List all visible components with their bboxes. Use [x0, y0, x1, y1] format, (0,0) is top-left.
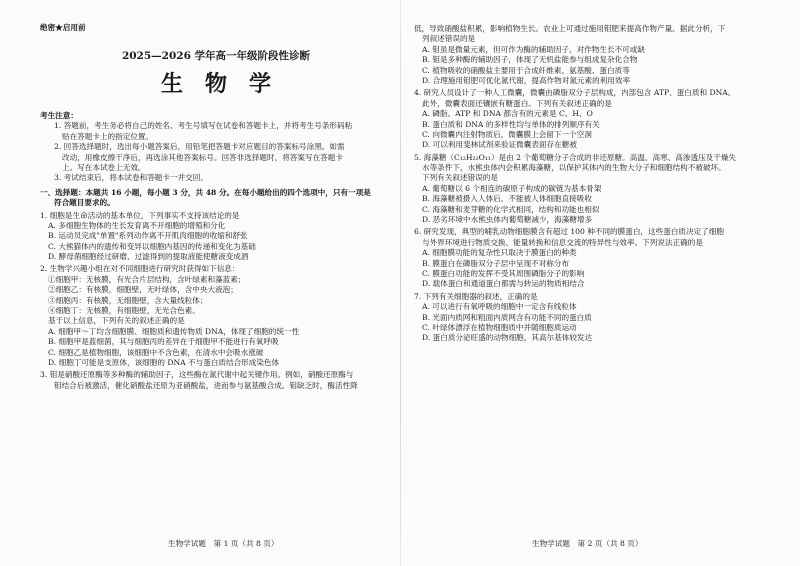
option-d: D. 细胞丁可能是支原体，该细胞的 DNA 不与蛋白质结合形成染色体	[48, 357, 280, 367]
question-stem: 1. 细胞是生命活动的基本单位，下列事实不支持该结论的是	[40, 210, 240, 220]
question-prompt: 基于以上信息，下列有关的叙述正确的是	[48, 316, 185, 326]
option-d: D. 恶劣环境中水熊虫体内葡萄糖减少，海藻糖增多	[422, 215, 593, 225]
question-5	[414, 153, 770, 226]
notice-line: 2. 回答选择题时，选出每小题答案后，用铅笔把答题卡对应题目的答案标号涂黑。如需	[54, 142, 345, 152]
question-stem: 5. 海藻糖（C₁₂H₂₂O₁₁）是由 2 个葡萄糖分子合成的非还原糖。高温、高寒、高渗透压及干燥失	[414, 152, 737, 162]
option-b: B. 光面内质网和粗面内质网含有功能不同的蛋白质	[422, 312, 592, 322]
page-2-footer: 生物学试题 第 2 页（共 8 页）	[532, 539, 643, 548]
option-a: A. 细胞甲～丁均含细胞膜、细胞质和遗传物质 DNA，体现了细胞的统一性	[48, 326, 300, 336]
question-stem: 与外界环境进行物质交换、能量转换和信息交流的特异性与效率。下列说法正确的是	[422, 237, 703, 247]
option-b: B. 膜蛋白在磷脂双分子层中呈现不对称分布	[422, 258, 570, 268]
exam-title: 2025—2026 学年高一年级阶段性诊断	[121, 50, 311, 62]
question-stem: 4. 研究人员设计了一种人工微囊，微囊由磷脂双分子层构成，内部包含 ATP、蛋白质和 DNA。	[414, 88, 736, 98]
option-c: C. 大熊猫体内的遗传和变异以细胞内基因的传递和变化为基础	[48, 241, 256, 251]
option-a: A. 葡萄糖以 6 个相连的碳原子构成的碳链为基本骨架	[422, 183, 602, 193]
question-7	[414, 292, 770, 344]
option-c: C. 膜蛋白功能的发挥不受其周围磷脂分子的影响	[422, 268, 585, 278]
option-d: D. 蛋白质分泌旺盛的动物细胞，其高尔基体较发达	[422, 333, 593, 343]
notice-line: 1. 答题前，考生务必将自己的姓名、考生号填写在试卷和答题卡上，并将考生号条形码粘	[54, 121, 353, 131]
option-b: B. 钼是多种酶的辅助因子，体现了无机盐能参与组成复杂化合物	[422, 55, 638, 65]
option-a: A. 磷脂、ATP 和 DNA 都含有的元素是 C、H、O	[422, 109, 593, 119]
option-d: D. 合理施用钼肥可优化氮代谢，提高作物对氮元素的利用效率	[422, 75, 631, 85]
question-stem: 2. 生物学兴趣小组在对不同细胞进行研究时获得如下信息：	[40, 264, 240, 274]
confidential-mark: 绝密★启用前	[40, 23, 86, 32]
info-item: ④细胞丁：无核膜，有细胞壁，无光合色素。	[48, 306, 200, 316]
option-b: B. 蛋白质和 DNA 的多样性均与单体的排列顺序有关	[422, 119, 600, 129]
option-a: A. 钼虽是微量元素，但可作为酶的辅助因子，对作物生长不可或缺	[422, 44, 645, 54]
question-stem: 水等条件下，水熊虫体内会积累海藻糖，以保护其体内的生物大分子和细胞结构不被破坏。	[422, 163, 726, 173]
question-3-continued	[414, 24, 770, 86]
option-a: A. 可以进行有氧呼吸的细胞中一定含有线粒体	[422, 302, 577, 312]
question-stem: 7. 下列有关细胞器的叙述，正确的是	[414, 291, 538, 301]
question-1	[40, 211, 392, 263]
notice-list	[40, 121, 392, 183]
section-heading: 一、选择题：本题共 16 小题，每小题 3 分，共 48 分。在每小题给出的四个选项中，只有一项是	[40, 187, 371, 197]
option-a: A. 多细胞生物体的生长发育离不开细胞的增殖和分化	[48, 220, 226, 230]
option-c: C. 细胞乙是植物细胞，该细胞中不含色素，在清水中会吸水涨破	[48, 347, 264, 357]
option-b: B. 海藻糖被摄入人体后，不能被人体细胞直接吸收	[422, 194, 592, 204]
page-1	[40, 24, 392, 391]
question-6	[414, 227, 770, 289]
page-2	[414, 24, 770, 344]
question-stem: 此外，微囊表面还镶嵌有糖蛋白。下列有关叙述正确的是	[422, 98, 612, 108]
section-heading: 符合题目要求的。	[54, 198, 115, 208]
option-c: C. 植物吸收的硝酸盐主要用于合成纤维素、氨基酸、蛋白质等	[422, 65, 630, 75]
option-a: A. 细胞膜功能的复杂性只取决于膜蛋白的种类	[422, 248, 577, 258]
option-c: C. 叶绿体漂浮在植物细胞质中并随细胞质运动	[422, 322, 577, 332]
question-stem: 列叙述错误的是	[422, 34, 476, 44]
question-stem: 6. 研究发现，典型的哺乳动物细胞膜含有超过 100 种不同的膜蛋白，这些蛋白质决定了细胞	[414, 227, 724, 237]
option-d: D. 载体蛋白和通道蛋白都需与转运的物质相结合	[422, 279, 585, 289]
question-3-start	[40, 370, 392, 391]
info-item: ②细胞乙：有核膜，细胞壁，无叶绿体，含中央大液泡；	[48, 285, 238, 295]
option-c: C. 向微囊内注射物质后，微囊膜上会留下一个空洞	[422, 129, 592, 139]
option-d: D. 酵母菌细胞经过研磨、过滤得到的提取液能使糖液变成酒	[48, 252, 249, 262]
question-4	[414, 88, 770, 150]
question-stem: 3. 钼是硝酸还原酶等多种酶的辅助因子，这些酶在氮代谢中起关键作用。例如，硝酸还原酶与	[40, 370, 354, 380]
info-item: ③细胞丙：有核膜，无细胞壁，含大量线粒体；	[48, 295, 208, 305]
question-2	[40, 264, 392, 368]
question-stem: 低，导致硝酸盐积累，影响植物生长。农业上可通过施用钼肥来提高作物产量。据此分析，下	[414, 24, 726, 33]
info-item: ①细胞甲：无核膜，有光合片层结构，含叶绿素和藻蓝素；	[48, 274, 246, 284]
question-stem: 下列有关叙述错误的是	[422, 173, 498, 183]
subject-title: 生物学	[160, 71, 293, 97]
notice-line: 贴在答题卡上的指定位置。	[62, 131, 154, 141]
question-stem: 钼结合后被激活，催化硝酸盐还原为亚硝酸盐，进而参与氨基酸合成。钼缺乏时，酶活性降	[54, 380, 358, 390]
option-c: C. 海藻糖和麦芽糖的化学式相同，结构和功能也相似	[422, 204, 600, 214]
option-b: B. 细胞甲是蓝细菌，其与细胞丙的差异在于细胞甲不能进行有氧呼吸	[48, 337, 279, 347]
page-fold-divider	[400, 0, 401, 566]
notice-line: 3. 考试结束后，将本试卷和答题卡一并交回。	[54, 173, 208, 183]
notice-line: 上。写在本试卷上无效。	[62, 162, 146, 172]
option-b: B. 运动员完成"单置"系列动作离不开肌肉细胞的收缩和舒张	[48, 231, 248, 241]
notice-title: 考生注意：	[40, 111, 78, 120]
page-1-footer: 生物学试题 第 1 页（共 8 页）	[168, 539, 279, 548]
option-d: D. 可以利用斐林试剂来验证微囊表面存在糖被	[422, 140, 577, 150]
notice-line: 改动，用橡皮擦干净后，再选涂其他答案标号。回答非选择题时，将答案写在答题卡	[62, 152, 343, 162]
